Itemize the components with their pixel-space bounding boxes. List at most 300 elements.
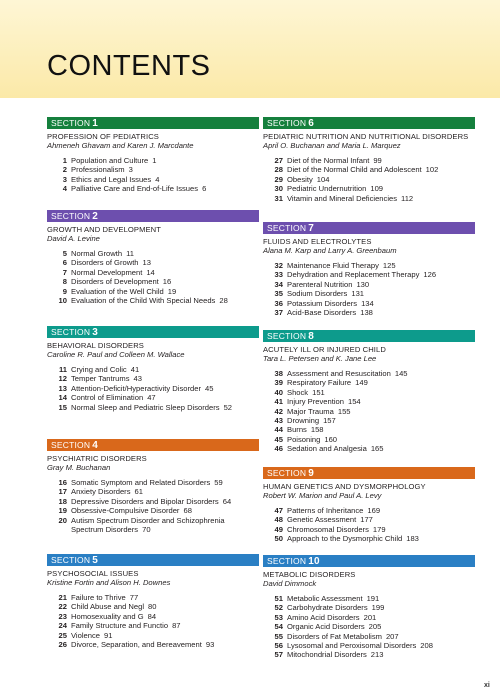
chapter-title: Dehydration and Replacement Therapy [287,270,420,280]
chapter-number: 3 [62,174,67,184]
chapter-number: 45 [274,434,283,444]
chapter-title: Evaluation of the Child With Special Needs [71,296,216,306]
chapter-title: Population and Culture [71,156,149,165]
section-title: PSYCHOSOCIAL ISSUES [47,569,139,578]
chapter-text [71,487,259,496]
chapter-page: 11 [126,249,134,258]
chapter-page: 61 [134,487,143,497]
chapter-number: 52 [274,603,283,613]
section-header-bar [47,210,259,222]
chapter-page: 91 [104,630,113,640]
chapter-page: 112 [401,193,414,203]
chapter-entry[interactable] [263,444,475,453]
chapter-title: Failure to Thrive [71,593,126,602]
chapter-page: 41 [130,365,140,374]
chapter-text [71,277,259,286]
chapter-entry[interactable] [47,506,259,515]
chapter-title: Carbohydrate Disorders [287,603,368,613]
chapter-text [71,374,259,383]
chapter-text [287,525,475,534]
chapter-title: Vitamin and Mineral Deficiencies [287,193,398,203]
chapter-text [71,602,259,611]
section-number: 1 [92,118,98,129]
chapter-page: 179 [372,524,386,534]
chapter-title: Poisoning [287,434,321,444]
chapter-page: 205 [368,622,382,632]
chapter-text [287,407,475,416]
chapter-page: 138 [360,308,373,318]
chapter-entry[interactable] [263,650,475,659]
chapter-entry[interactable] [263,299,475,308]
chapter-entry[interactable] [47,175,259,184]
chapter-number: 57 [274,650,283,660]
chapter-title: Shock [287,387,309,397]
section-label: SECTION [51,327,91,337]
chapter-entry[interactable] [47,478,259,487]
chapter-page: 70 [142,525,151,535]
chapter-page: 93 [205,640,215,650]
chapter-page: 131 [351,289,365,299]
chapter-title: Maintenance Fluid Therapy [287,261,379,270]
chapter-number: 30 [274,184,283,194]
chapter-page: 109 [370,184,384,194]
chapter-text [287,425,475,434]
chapter-list [47,365,259,412]
chapter-number: 13 [58,383,67,393]
chapter-number: 5 [62,249,67,258]
chapter-title: Patterns of Inheritance [287,506,364,515]
chapter-text [287,603,475,612]
chapter-title: Organic Acid Disorders [287,622,365,632]
chapter-page: 177 [360,515,373,525]
chapter-title: Disorders of Development [71,277,159,287]
section-label: SECTION [51,118,91,128]
chapter-page: 183 [406,534,419,544]
section-header-bar [47,117,259,129]
chapter-page: 28 [219,296,228,306]
chapter-number: 11 [58,365,67,374]
chapter-text [287,261,475,270]
chapter-entry[interactable] [263,425,475,434]
chapter-number: 14 [58,393,67,403]
chapter-page: 3 [128,165,133,175]
chapter-entry[interactable] [263,534,475,543]
chapter-entry[interactable] [47,296,259,305]
chapter-text [287,435,475,444]
chapter-entry[interactable] [263,261,475,270]
chapter-entry[interactable] [263,378,475,387]
section-label: SECTION [51,211,91,221]
chapter-page: 145 [394,369,408,378]
chapter-text [71,640,259,649]
chapter-text [71,478,259,487]
chapter-entry[interactable] [263,416,475,425]
chapter-text [71,393,259,402]
chapter-entry[interactable] [47,249,259,258]
chapter-number: 20 [58,515,67,525]
chapter-number: 1 [62,156,67,165]
chapter-text [287,280,475,289]
chapter-entry[interactable] [47,516,259,535]
chapter-title: Pediatric Undernutrition [287,184,367,194]
chapter-entry[interactable] [263,632,475,641]
chapter-text [287,444,475,453]
chapter-entry[interactable] [263,515,475,524]
chapter-title: Ethics and Legal Issues [71,174,152,184]
chapter-text [287,175,475,184]
chapter-page: 68 [183,506,192,516]
chapter-text [71,175,259,184]
chapter-number: 55 [274,631,283,641]
chapter-number: 53 [274,612,283,622]
chapter-text [287,156,475,165]
chapter-title: Sedation and Analgesia [287,444,367,454]
chapter-text [287,194,475,203]
chapter-title: Burns [287,425,307,435]
section-editors: Ahmeneh Ghavam and Karen J. Marcdante [47,141,194,150]
chapter-list [263,506,475,544]
chapter-title: Disorders of Fat Metabolism [287,631,382,641]
chapter-title: Child Abuse and Negl [71,602,145,612]
chapter-entry[interactable] [47,631,259,640]
section-editors: April O. Buchanan and Maria L. Marquez [263,141,401,150]
chapter-number: 15 [58,402,67,412]
chapter-text [287,270,475,279]
chapter-entry[interactable] [47,640,259,649]
chapter-text [71,184,259,193]
section-label: SECTION [267,223,307,233]
chapter-list [47,593,259,649]
chapter-number: 19 [58,506,67,516]
chapter-title: Parenteral Nutrition [287,279,353,289]
chapter-title: Autism Spectrum Disorder and Schizophrenia Spectrum Disorders [71,515,225,535]
chapter-page: 47 [147,393,156,403]
chapter-title: Normal Development [71,267,143,277]
chapter-text [71,365,259,374]
chapter-page: 158 [310,425,324,435]
chapter-number: 47 [274,506,283,515]
chapter-number: 22 [58,602,67,612]
chapter-title: Respiratory Failure [287,378,352,388]
chapter-text [71,165,259,174]
chapter-entry[interactable] [263,603,475,612]
chapter-title: Somatic Symptom and Related Disorders [71,478,211,487]
chapter-page: 157 [323,416,336,426]
chapter-text [287,641,475,650]
chapter-entry[interactable] [47,393,259,402]
chapter-text [287,613,475,622]
section-title: HUMAN GENETICS AND DYSMORPHOLOGY [263,482,426,491]
section-editors: Gray M. Buchanan [47,463,111,472]
section-2 [47,210,259,305]
chapter-entry[interactable] [47,403,259,412]
chapter-number: 34 [274,279,283,289]
section-title: ACUTELY ILL OR INJURED CHILD [263,345,386,354]
chapter-title: Disorders of Growth [71,258,139,268]
section-editors: Robert W. Marion and Paul A. Levy [263,491,382,500]
chapter-number: 23 [58,611,67,621]
chapter-title: Potassium Disorders [287,298,358,308]
chapter-text [71,287,259,296]
chapter-number: 32 [274,261,283,270]
chapter-entry[interactable] [263,175,475,184]
section-header-bar [47,439,259,451]
chapter-entry[interactable] [263,641,475,650]
chapter-entry[interactable] [263,407,475,416]
chapter-number: 36 [274,298,283,308]
chapter-entry[interactable] [47,374,259,383]
chapter-text [71,258,259,267]
chapter-entry[interactable] [263,594,475,603]
section-number: 5 [92,555,98,566]
chapter-entry[interactable] [263,184,475,193]
chapter-list [263,261,475,317]
chapter-number: 10 [58,296,67,306]
chapter-title: Violence [71,630,100,640]
chapter-entry[interactable] [47,258,259,267]
chapter-title: Divorce, Separation, and Bereavement [71,640,202,650]
chapter-title: Injury Prevention [287,397,344,407]
chapter-entry[interactable] [47,602,259,611]
chapter-number: 42 [274,406,283,416]
section-title: GROWTH AND DEVELOPMENT [47,225,162,234]
chapter-page: 201 [363,612,377,622]
section-header-bar [47,326,259,338]
chapter-title: Attention-Deficit/Hyperactivity Disorder [71,383,201,393]
chapter-entry[interactable] [263,435,475,444]
chapter-page: 45 [204,383,214,393]
chapter-number: 6 [62,258,67,268]
chapter-title: Approach to the Dysmorphic Child [287,534,403,544]
chapter-title: Chromosomal Disorders [287,524,369,534]
chapter-text [71,296,259,305]
chapter-page: 19 [167,286,177,296]
chapter-entry[interactable] [263,308,475,317]
chapter-entry[interactable] [263,622,475,631]
section-number: 3 [92,327,98,338]
section-editors: David A. Levine [47,234,100,243]
chapter-page: 59 [214,478,223,487]
chapter-entry[interactable] [263,369,475,378]
chapter-page: 125 [382,261,396,270]
chapter-number: 39 [274,378,283,388]
chapter-list [47,249,259,305]
chapter-page: 165 [370,444,384,454]
chapter-entry[interactable] [47,612,259,621]
chapter-number: 38 [274,369,283,378]
chapter-page: 199 [371,603,385,613]
chapter-page: 77 [129,593,139,602]
section-header-bar [263,222,475,234]
chapter-title: Professionalism [71,165,125,175]
chapter-number: 48 [274,515,283,525]
section-8 [263,330,475,454]
chapter-entry[interactable] [263,613,475,622]
chapter-number: 26 [58,640,67,650]
chapter-entry[interactable] [263,506,475,515]
chapter-entry[interactable] [263,525,475,534]
section-3 [47,326,259,412]
chapter-page: 207 [385,631,399,641]
chapter-entry[interactable] [47,384,259,393]
chapter-page: 169 [367,506,381,515]
chapter-entry[interactable] [263,388,475,397]
section-number: 7 [308,223,314,234]
section-title: PROFESSION OF PEDIATRICS [47,132,159,141]
chapter-title: Obesity [287,174,313,184]
section-header-bar [263,555,475,567]
chapter-entry[interactable] [47,156,259,165]
chapter-number: 8 [62,277,67,287]
chapter-number: 12 [58,374,67,384]
chapter-number: 29 [274,174,283,184]
chapter-text [71,384,259,393]
chapter-title: Genetic Assessment [287,515,357,525]
chapter-title: Drowning [287,416,320,426]
chapter-title: Control of Elimination [71,393,144,403]
chapter-page: 64 [222,496,232,506]
chapter-page: 208 [420,641,433,651]
chapter-title: Family Structure and Functio [71,621,169,631]
chapter-page: 151 [312,387,325,397]
chapter-title: Metabolic Assessment [287,594,363,603]
chapter-title: Palliative Care and End-of-Life Issues [71,184,199,194]
section-title: METABOLIC DISORDERS [263,570,356,579]
section-editors: Tara L. Petersen and K. Jane Lee [263,354,377,363]
chapter-title: Diet of the Normal Infant [287,156,370,165]
chapter-page: 87 [172,621,181,631]
chapter-page: 1 [152,156,157,165]
chapter-entry[interactable] [47,497,259,506]
section-label: SECTION [267,468,307,478]
chapter-page: 154 [347,397,361,407]
chapter-page: 14 [146,267,155,277]
chapter-text [71,631,259,640]
section-header-bar [47,554,259,566]
section-number: 8 [308,331,314,342]
section-number: 4 [92,440,98,451]
chapter-title: Assessment and Resuscitation [287,369,391,378]
chapter-text [71,516,259,535]
chapter-number: 51 [274,594,283,603]
chapter-text [287,397,475,406]
chapter-page: 149 [355,378,368,388]
chapter-page: 52 [223,402,233,412]
chapter-entry[interactable] [263,165,475,174]
section-label: SECTION [267,331,307,341]
section-title: BEHAVIORAL DISORDERS [47,341,144,350]
chapter-entry[interactable] [263,270,475,279]
chapter-text [287,299,475,308]
section-5 [47,554,259,649]
chapter-entry[interactable] [47,184,259,193]
chapter-number: 9 [62,286,67,296]
chapter-title: Normal Sleep and Pediatric Sleep Disorders [71,402,220,412]
chapter-page: 13 [142,258,151,268]
chapter-title: Temper Tantrums [71,374,130,384]
header-banner [0,0,500,98]
chapter-text [287,650,475,659]
chapter-entry[interactable] [47,487,259,496]
section-editors: Alana M. Karp and Larry A. Greenbaum [263,246,397,255]
chapter-number: 17 [58,487,67,497]
chapter-number: 43 [274,416,283,426]
chapter-number: 33 [274,270,283,280]
chapter-title: Amino Acid Disorders [287,612,360,622]
chapter-page: 102 [425,165,439,175]
chapter-text [71,593,259,602]
chapter-entry[interactable] [263,156,475,165]
chapter-text [287,308,475,317]
chapter-entry[interactable] [263,280,475,289]
chapter-number: 18 [58,496,67,506]
chapter-page: 80 [148,602,157,612]
section-6 [263,117,475,203]
chapter-title: Obsessive-Compulsive Disorder [71,506,180,516]
section-number: 9 [308,468,314,479]
chapter-entry[interactable] [47,621,259,630]
chapter-entry[interactable] [47,165,259,174]
chapter-text [71,249,259,258]
chapter-entry[interactable] [263,194,475,203]
chapter-page: 126 [423,270,437,280]
chapter-number: 50 [274,534,283,544]
chapter-title: Sodium Disorders [287,289,348,299]
chapter-number: 41 [274,397,283,407]
chapter-entry[interactable] [47,277,259,286]
chapter-title: Lysosomal and Peroxisomal Disorders [287,641,417,651]
chapter-number: 54 [274,622,283,632]
chapter-number: 56 [274,641,283,651]
chapter-page: 134 [361,298,374,308]
page-title: CONTENTS [47,50,211,82]
chapter-entry[interactable] [47,593,259,602]
chapter-text [287,416,475,425]
chapter-entry[interactable] [263,289,475,298]
chapter-entry[interactable] [47,365,259,374]
chapter-text [287,388,475,397]
page-number: xi [484,682,490,689]
chapter-text [287,165,475,174]
chapter-title: Acid-Base Disorders [287,308,357,318]
section-editors: David Dimmock [263,579,317,588]
chapter-title: Mitochondrial Disorders [287,650,367,660]
chapter-list [263,369,475,454]
chapter-text [287,506,475,515]
chapter-title: Crying and Colic [71,365,127,374]
chapter-number: 44 [274,425,283,435]
chapter-title: Depressive Disorders and Bipolar Disorders [71,496,219,506]
chapter-page: 160 [324,434,338,444]
section-number: 6 [308,118,314,129]
section-4 [47,439,259,534]
chapter-number: 16 [58,478,67,487]
chapter-entry[interactable] [263,397,475,406]
chapter-entry[interactable] [47,268,259,277]
section-editors: Kristine Fortin and Alison H. Downes [47,578,171,587]
chapter-title: Anxiety Disorders [71,487,131,497]
chapter-text [71,621,259,630]
chapter-number: 31 [274,193,283,203]
chapter-text [287,289,475,298]
chapter-text [71,506,259,515]
chapter-page: 155 [337,406,351,416]
chapter-text [287,184,475,193]
chapter-list [47,156,259,194]
chapter-entry[interactable] [47,287,259,296]
chapter-number: 37 [274,308,283,318]
chapter-number: 24 [58,621,67,631]
